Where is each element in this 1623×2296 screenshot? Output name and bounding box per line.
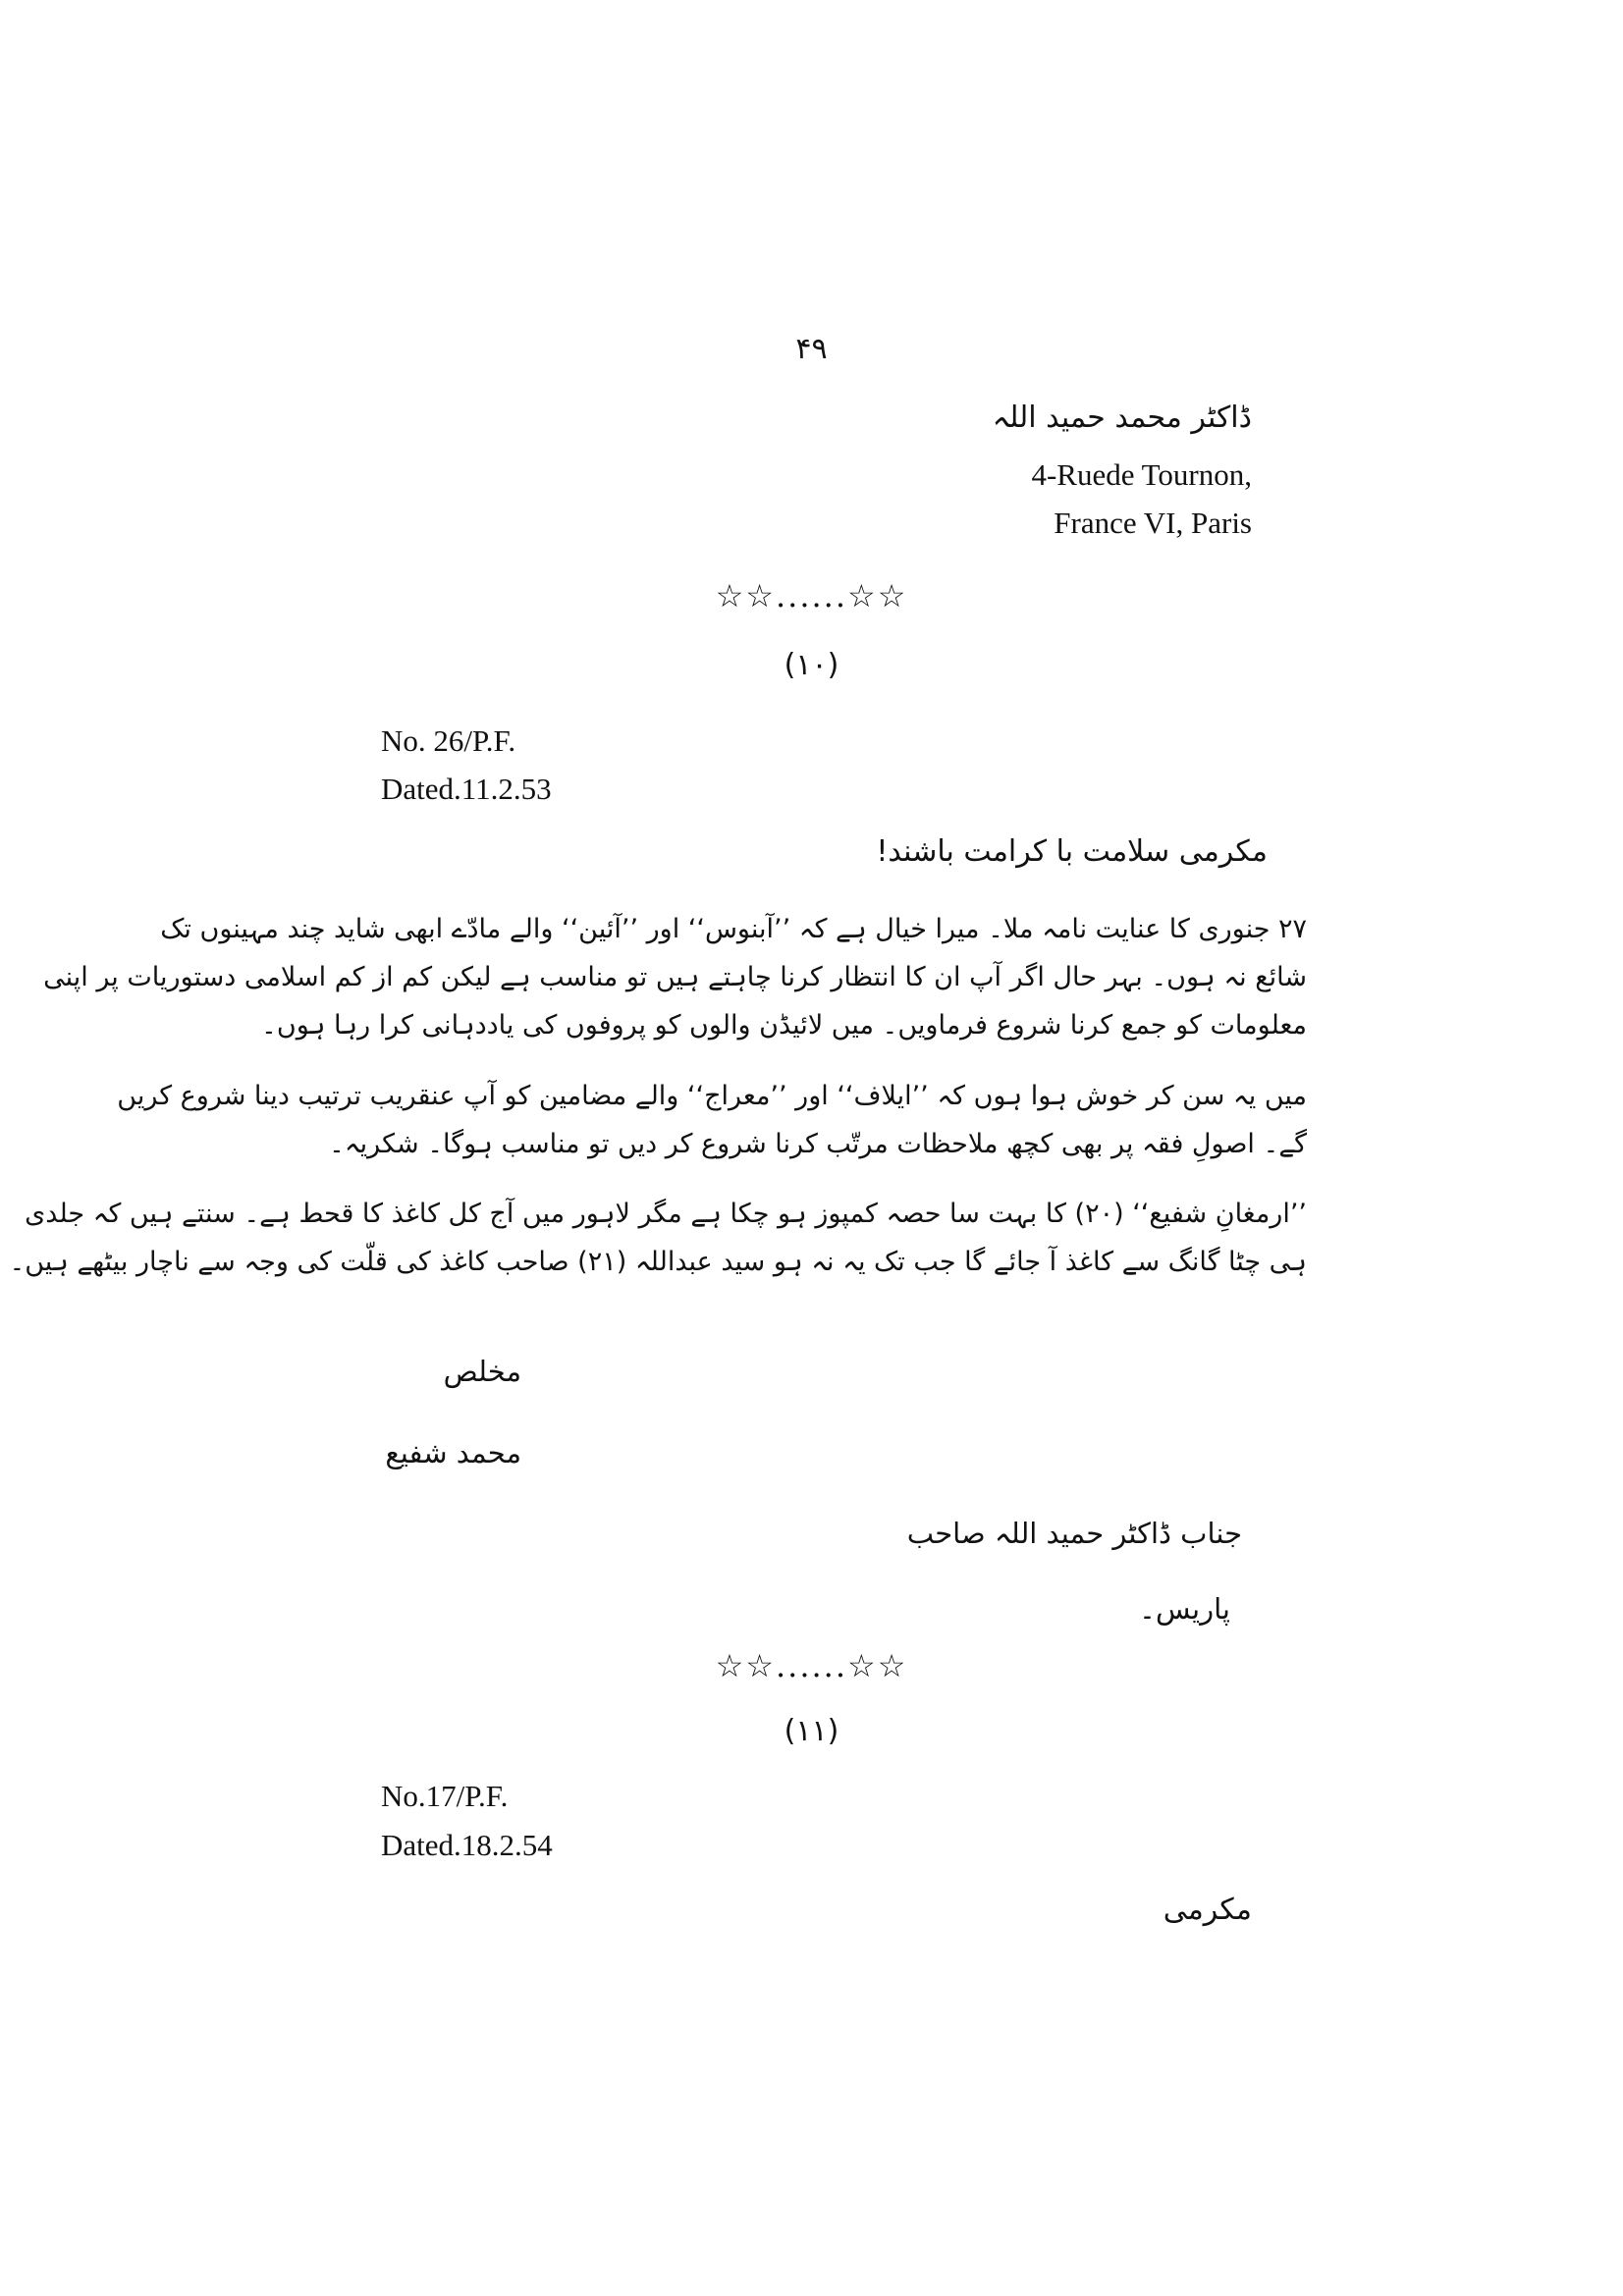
sender-name: ڈاکٹر محمد حمید اللہ	[992, 400, 1252, 435]
section-separator: ☆☆......☆☆	[715, 577, 908, 614]
salutation: مکرمی سلامت با کرامت باشند!	[876, 834, 1268, 869]
recipient-name: جناب ڈاکٹر حمید اللہ صاحب	[906, 1517, 1242, 1550]
paragraph-line: معلومات کو جمع کرنا شروع فرماویں۔ میں لائیڈن والوں کو پروفوں کی یاددہانی کرا رہا ہوں۔	[261, 1010, 1307, 1041]
paragraph-line: ۲۷ جنوری کا عنایت نامہ ملا۔ میرا خیال ہے کہ ’’آبنوس‘‘ اور ’’آئین‘‘ والے مادّے ابھی شاید چند مہینوں تک	[160, 914, 1307, 944]
body-paragraph-1	[43, 905, 1307, 1049]
letter-ref-number: No. 26/P.F.	[381, 723, 516, 758]
sender-address-line-1: 4-Ruede Tournon,	[1031, 457, 1252, 492]
letter-number-10: (۱۰)	[784, 648, 839, 682]
paragraph-line: میں یہ سن کر خوش ہوا ہوں کہ ’’ایلاف‘‘ اور ’’معراج‘‘ والے مضامین کو آپ عنقریب ترتیب دینا شروع کریں	[117, 1081, 1307, 1111]
paragraph-line: ’’ارمغانِ شفیع‘‘ (۲۰) کا بہت سا حصہ کمپوز ہو چکا ہے مگر لاہور میں آج کل کاغذ کا قحط ہے۔ سنتے ہیں کہ جلدی	[25, 1199, 1307, 1229]
section-separator: ☆☆......☆☆	[715, 1647, 908, 1684]
letter-date: Dated.18.2.54	[381, 1828, 553, 1862]
sender-address-line-2: France VI, Paris	[1054, 506, 1252, 540]
paragraph-line: ہی چٹا گانگ سے کاغذ آ جائے گا جب تک یہ نہ ہو سید عبداللہ (۲۱) صاحب کاغذ کی قلّت کی وجہ سے ناچار بیٹھے ہیں۔	[9, 1247, 1307, 1277]
letter-number-11: (۱۱)	[784, 1714, 839, 1748]
body-paragraph-2	[117, 1072, 1307, 1168]
letter-date: Dated.11.2.53	[381, 772, 552, 806]
page-number: ۴۹	[795, 332, 828, 366]
letter-ref-number: No.17/P.F.	[381, 1779, 509, 1813]
closing-word: مخلص	[443, 1355, 521, 1388]
paragraph-line: شائع نہ ہوں۔ بہر حال اگر آپ ان کا انتظار کرنا چاہتے ہیں تو مناسب ہے لیکن کم از کم اسلامی دستوریات پر اپنی	[43, 962, 1307, 992]
paragraph-line: گے۔ اصولِ فقہ پر بھی کچھ ملاحظات مرتّب کرنا شروع کر دیں تو مناسب ہوگا۔ شکریہ۔	[329, 1129, 1307, 1159]
salutation: مکرمی	[1163, 1893, 1252, 1927]
signature-name: محمد شفیع	[385, 1436, 521, 1469]
body-paragraph-3	[9, 1190, 1307, 1286]
recipient-city: پاریس۔	[1139, 1592, 1230, 1626]
